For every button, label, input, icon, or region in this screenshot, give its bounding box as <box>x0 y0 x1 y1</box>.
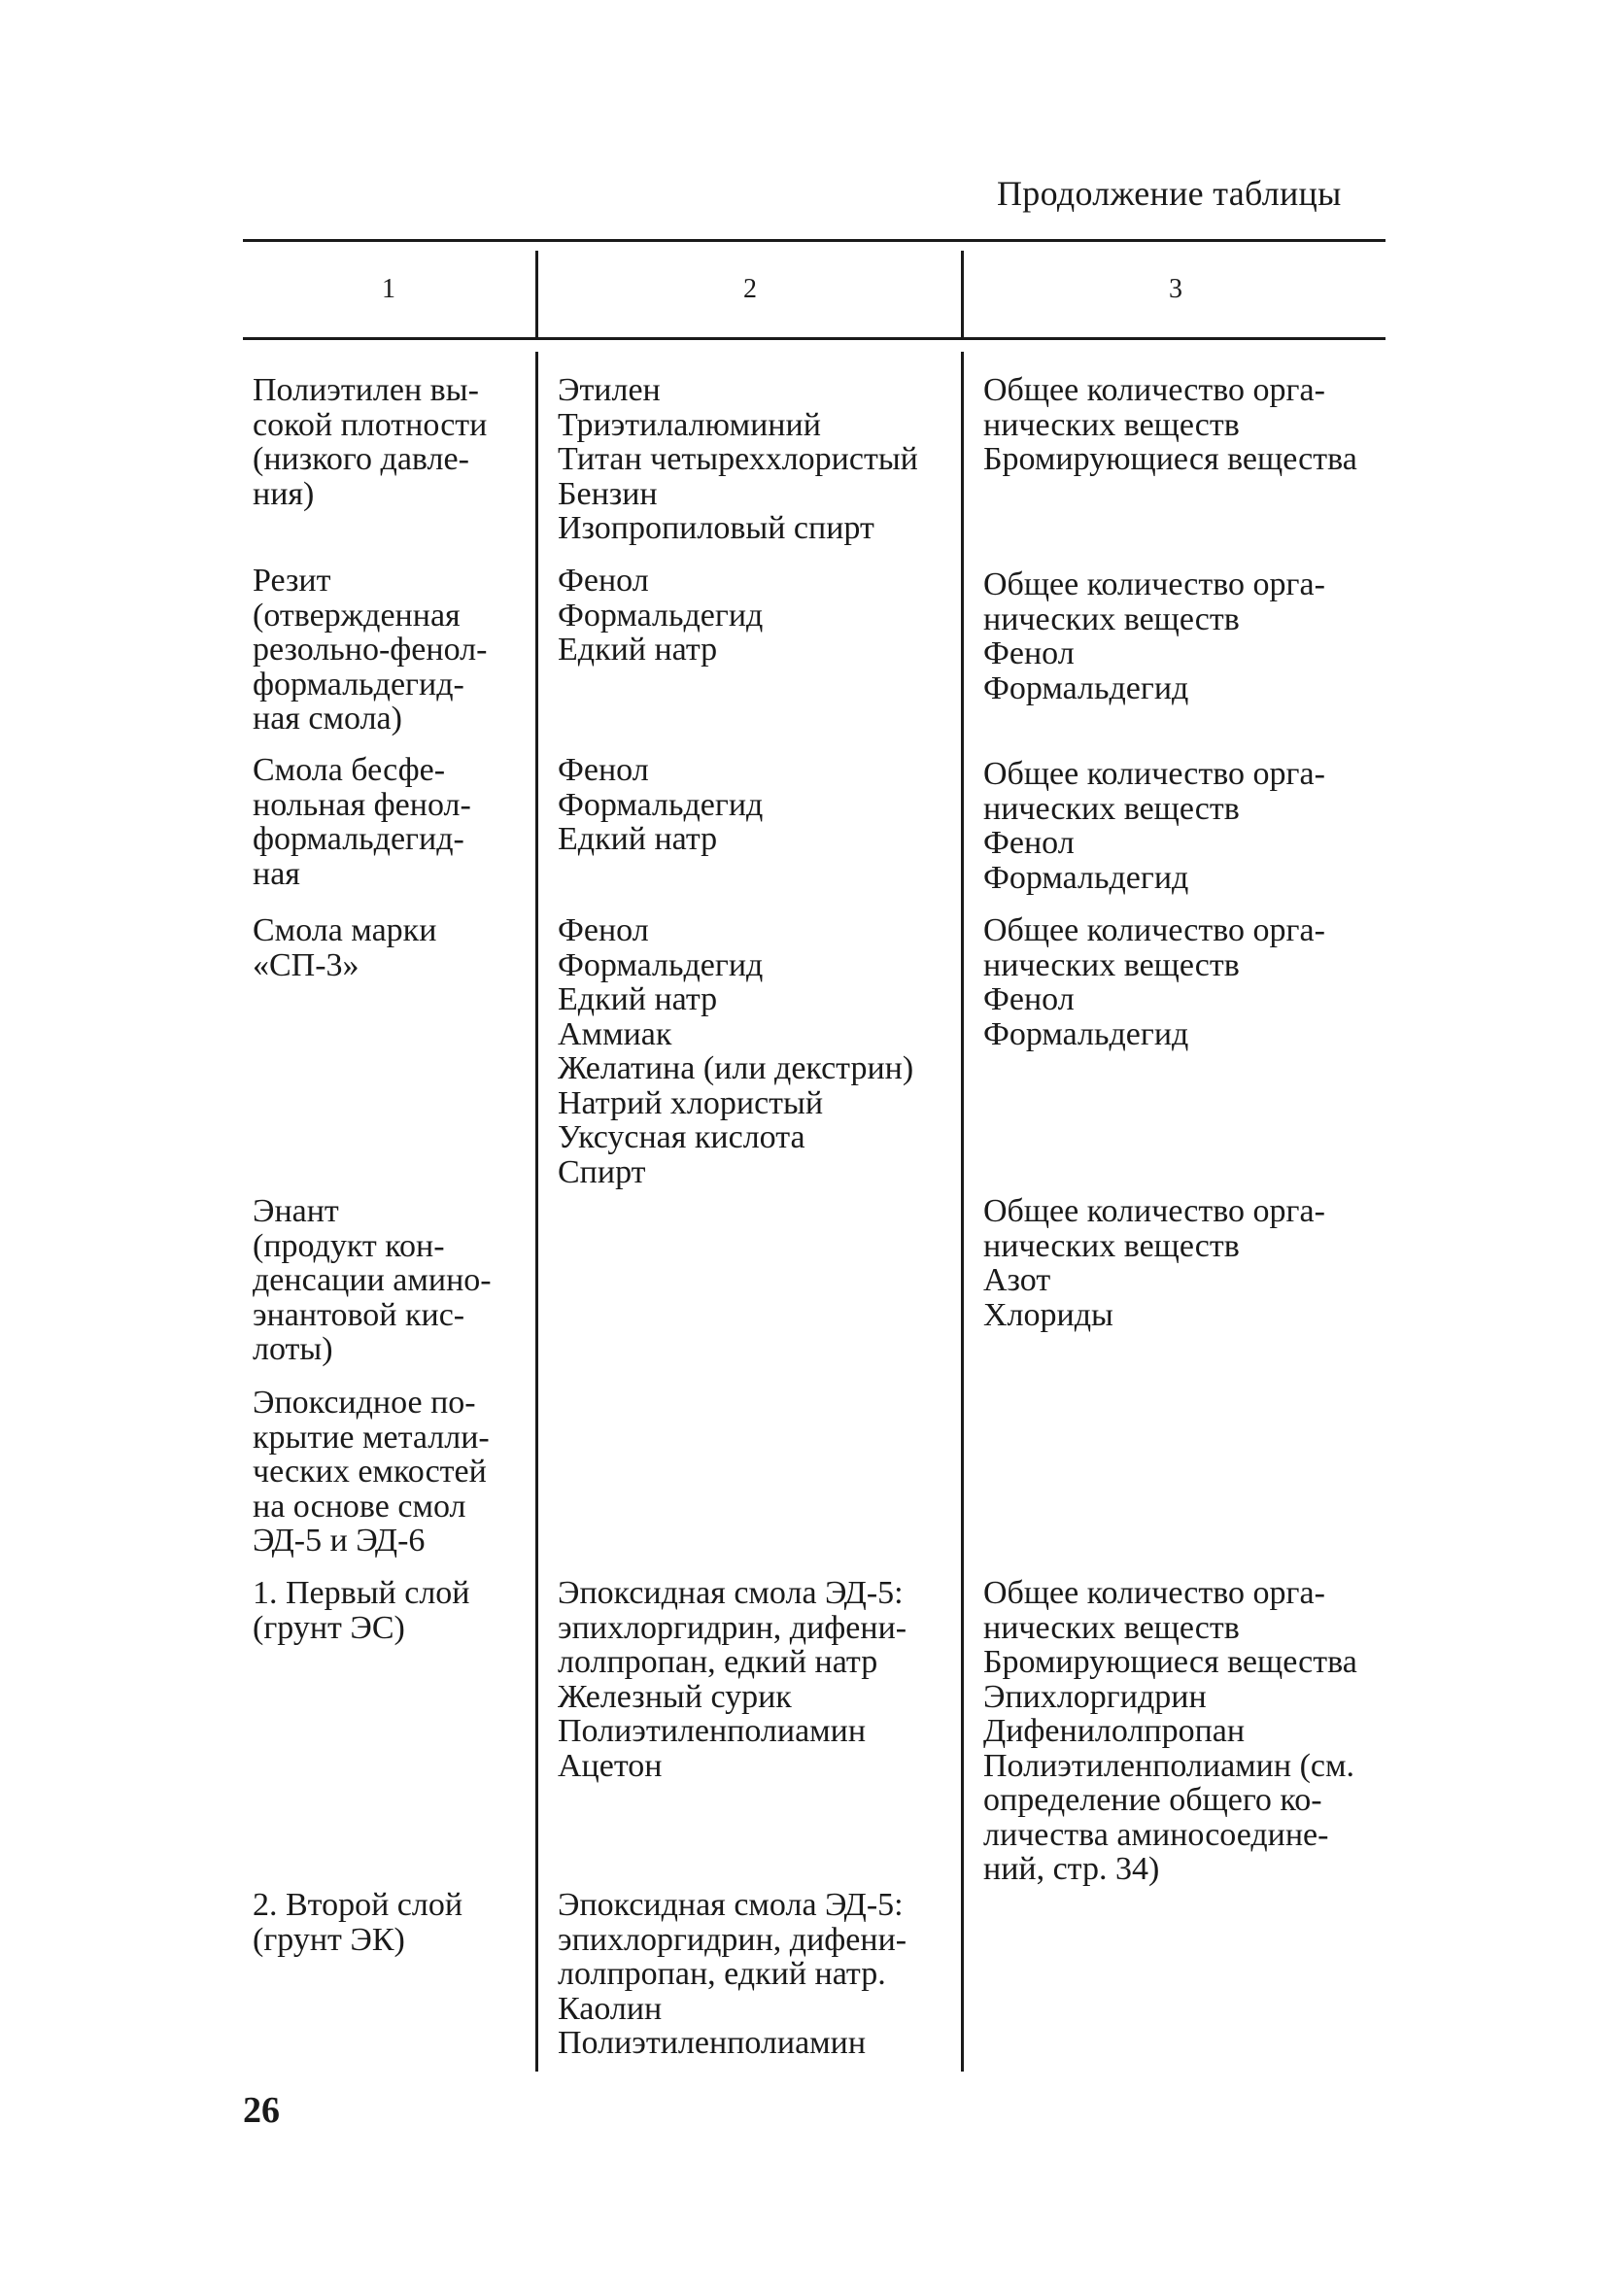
column-divider-2-header <box>961 251 964 338</box>
row-6-material: Эпоксидное по- крытие металли- ческих емкостей на основе смол ЭД-5 и ЭД-6 <box>253 1385 490 1559</box>
row-2-indicators: Общее количество орга- нических веществ Фенол Формальдегид <box>983 566 1325 706</box>
row-8-components: Эпоксидная смола ЭД-5: эпихлоргидрин, дифени- лолпропан, едкий натр. Каолин Полиэтиленполиамин <box>558 1887 907 2061</box>
column-divider-1-header <box>535 251 538 338</box>
row-5-material: Энант (продукт кон- денсации амино- энантовой кис- лоты) <box>253 1193 492 1367</box>
row-1-material: Полиэтилен вы- сокой плотности (низкого давле- ния) <box>253 372 488 512</box>
column-number-2: 2 <box>743 274 757 304</box>
row-7-material: 1. Первый слой (грунт ЭС) <box>253 1575 470 1646</box>
row-3-material: Смола бесфе- нольная фенол- формальдегид- ная <box>253 752 471 892</box>
column-divider-2-body <box>961 352 964 2072</box>
row-3-indicators: Общее количество орга- нических веществ Фенол Формальдегид <box>983 756 1325 896</box>
row-7-components: Эпоксидная смола ЭД-5: эпихлоргидрин, дифени- лолпропан, едкий натр Железный сурик Полиэтиленполиамин Ацетон <box>558 1575 907 1784</box>
row-1-components: Этилен Триэтилалюминий Титан четыреххлористый Бензин Изопропиловый спирт <box>558 372 918 546</box>
row-5-indicators: Общее количество орга- нических веществ Азот Хлориды <box>983 1193 1325 1333</box>
row-2-material: Резит (отвержденная резольно-фенол- формальдегид- ная смола) <box>253 563 488 737</box>
continuation-heading: Продолжение таблицы <box>997 174 1342 213</box>
column-number-1: 1 <box>382 274 395 304</box>
row-4-indicators: Общее количество орга- нических веществ Фенол Формальдегид <box>983 912 1325 1052</box>
page-number: 26 <box>243 2090 280 2131</box>
table-top-rule <box>243 239 1386 242</box>
row-7-indicators: Общее количество орга- нических веществ Бромирующиеся вещества Эпихлоргидрин Дифенилолпропан Полиэтиленполиамин (см. определение общего ко- личества аминосоедине- ний, стр. 34) <box>983 1575 1357 1887</box>
row-4-components: Фенол Формальдегид Едкий натр Аммиак Желатина (или декстрин) Натрий хлористый Уксусная кислота Спирт <box>558 912 914 1190</box>
table-header-rule <box>243 337 1386 340</box>
row-1-indicators: Общее количество орга- нических веществ Бромирующиеся вещества <box>983 372 1357 477</box>
column-number-3: 3 <box>1169 274 1182 304</box>
row-3-components: Фенол Формальдегид Едкий натр <box>558 752 764 857</box>
row-8-material: 2. Второй слой (грунт ЭК) <box>253 1887 463 1958</box>
column-divider-1-body <box>535 352 538 2072</box>
row-2-components: Фенол Формальдегид Едкий натр <box>558 563 764 668</box>
row-4-material: Смола марки «СП-3» <box>253 912 437 983</box>
